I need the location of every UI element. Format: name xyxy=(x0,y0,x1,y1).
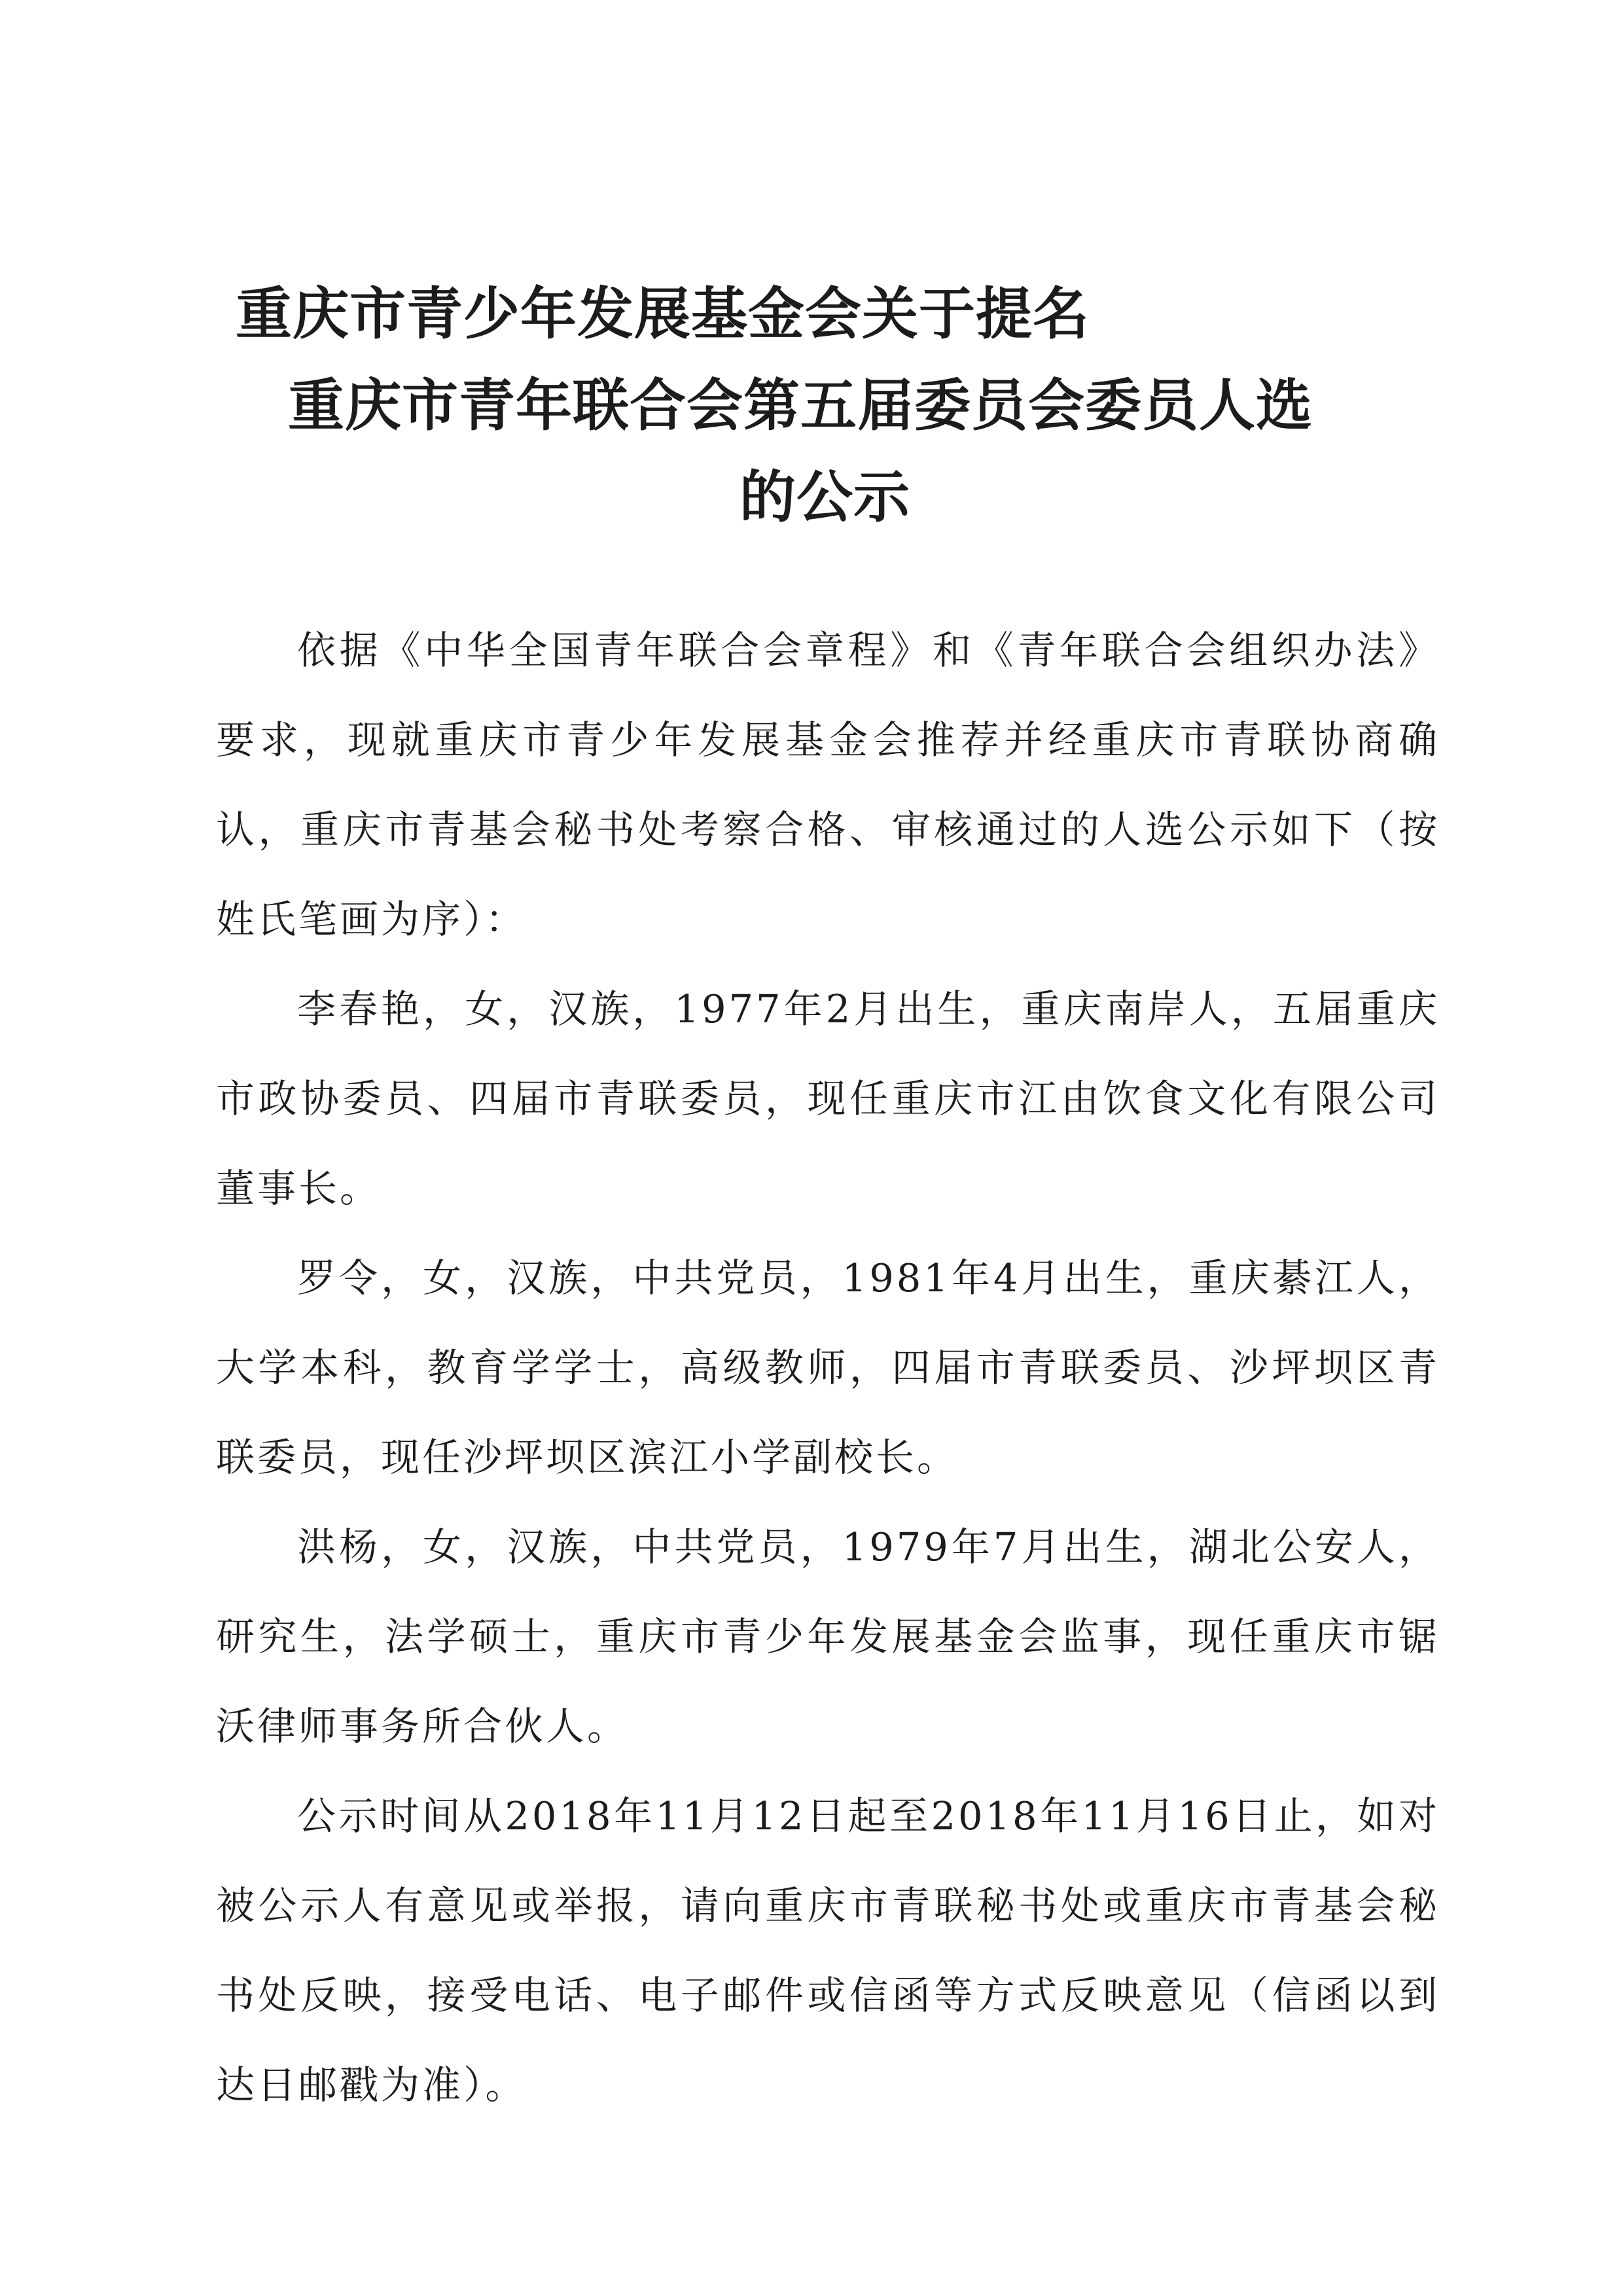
paragraph-intro: 依据《中华全国青年联合会章程》和《青年联合会组织办法》要求，现就重庆市青少年发展基金会推荐并经重庆市青联协商确认，重庆市青基会秘书处考察合格、审核通过的人选公示如下（按姓氏笔画为序）： xyxy=(216,628,1440,942)
document-body xyxy=(216,605,1440,2130)
paragraph-candidate-li: 李春艳，女，汉族，1977年2月出生，重庆南岸人，五届重庆市政协委员、四届市青联委员，现任重庆市江由饮食文化有限公司董事长。 xyxy=(216,986,1440,1211)
title-line-2: 重庆市青年联合会第五届委员会委员人选 xyxy=(288,372,1313,439)
document-title xyxy=(196,268,1427,543)
paragraph-notice-period: 公示时间从2018年11月12日起至2018年11月16日止，如对被公示人有意见或举报，请向重庆市青联秘书处或重庆市青基会秘书处反映，接受电话、电子邮件或信函等方式反映意见（信函以到达日邮戳为准）。 xyxy=(216,1793,1440,2108)
paragraph-candidate-hong: 洪杨，女，汉族，中共党员，1979年7月出生，湖北公安人，研究生，法学硕士，重庆市青少年发展基金会监事，现任重庆市锯沃律师事务所合伙人。 xyxy=(216,1524,1440,1749)
title-line-1: 重庆市青少年发展基金会关于提名 xyxy=(236,281,1090,347)
title-line-3: 的公示 xyxy=(740,464,910,530)
paragraph-candidate-luo: 罗令，女，汉族，中共党员，1981年4月出生，重庆綦江人，大学本科，教育学学士，高级教师，四届市青联委员、沙坪坝区青联委员，现任沙坪坝区滨江小学副校长。 xyxy=(216,1255,1440,1480)
